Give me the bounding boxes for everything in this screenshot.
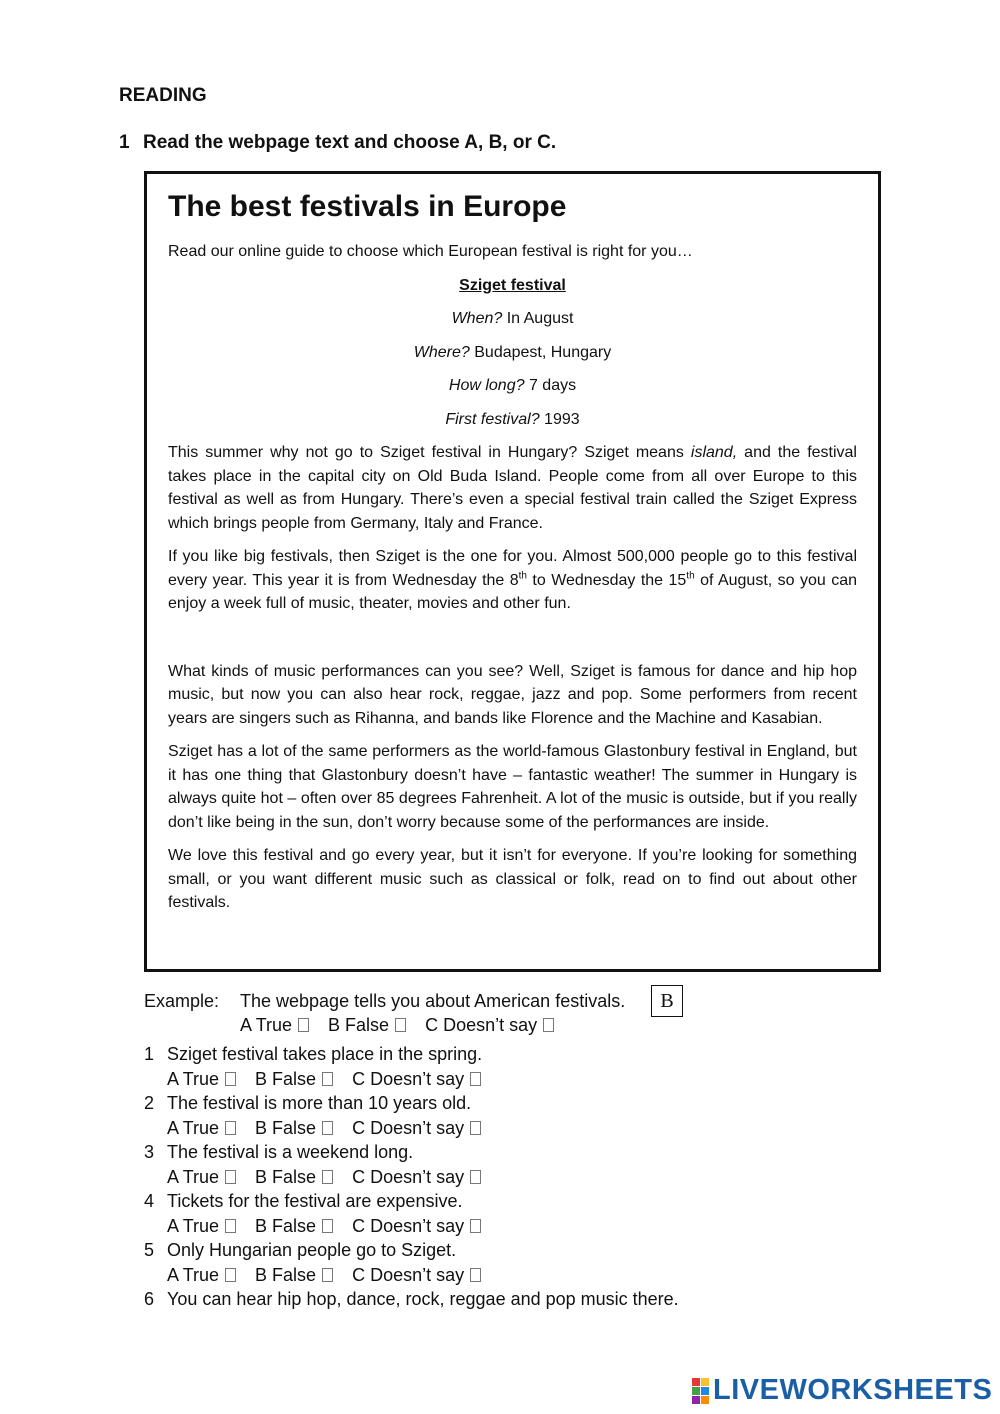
example-options: A True B False C Doesn’t say [144, 1013, 625, 1037]
logo-tile [692, 1387, 700, 1395]
question-item: 1 Sziget festival takes place in the spring. [144, 1044, 483, 1064]
fact-first-festival: First festival? 1993 [445, 410, 580, 428]
paragraph-1: This summer why not go to Sziget festival in Hungary? Sziget means island, and the festival takes place in the capital city on Old Buda Island. People come from all over Europe to this festival as well as from Hungary. There’s even a special festival train called the Sziget Express which brings people from Germany, Italy and France. [168, 444, 857, 532]
logo-tile [701, 1396, 709, 1404]
question-item: 4 Tickets for the festival are expensive. [144, 1191, 463, 1211]
logo-tile [692, 1396, 700, 1404]
checkbox[interactable] [322, 1072, 333, 1086]
checkbox[interactable] [298, 1018, 309, 1032]
checkbox[interactable] [322, 1121, 333, 1135]
question-item: 3 The festival is a weekend long. [144, 1142, 414, 1162]
example-label: Example: [144, 991, 220, 1011]
fact-where: Where? Budapest, Hungary [413, 343, 612, 361]
checkbox[interactable] [225, 1219, 236, 1233]
brand-name: LIVEWORKSHEETS [713, 1374, 993, 1406]
checkbox[interactable] [470, 1268, 481, 1282]
task-text: Read the webpage text and choose A, B, or C. [143, 132, 557, 153]
logo-icon [692, 1378, 709, 1404]
logo-tile [692, 1378, 700, 1386]
answer-options: A True B False C Doesn’t say [144, 1214, 679, 1239]
section-heading: READING [119, 85, 207, 106]
task-number: 1 [119, 132, 130, 153]
checkbox[interactable] [322, 1170, 333, 1184]
checkbox[interactable] [470, 1170, 481, 1184]
question-item: 6 You can hear hip hop, dance, rock, reggae and pop music there. [144, 1289, 679, 1309]
checkbox[interactable] [225, 1121, 236, 1135]
example-statement: The webpage tells you about American festivals. [240, 991, 626, 1011]
paragraph-3: What kinds of music performances can you see? Well, Sziget is famous for dance and hip hop music, but now you can also hear rock, reggae, jazz and pop. Some performers from recent years are singers such as Rihanna, and bands like Florence and the Machine and Kasabian. [168, 662, 857, 727]
checkbox[interactable] [543, 1018, 554, 1032]
checkbox[interactable] [322, 1219, 333, 1233]
answer-options: A True B False C Doesn’t say [144, 1116, 679, 1141]
panel-title: The best festivals in Europe [168, 190, 567, 223]
logo-tile [701, 1378, 709, 1386]
answer-options: A True B False C Doesn’t say [144, 1165, 679, 1190]
panel-intro: Read our online guide to choose which European festival is right for you… [168, 243, 693, 260]
example-item [144, 989, 625, 1037]
liveworksheets-logo [692, 1374, 992, 1407]
checkbox[interactable] [470, 1121, 481, 1135]
fact-how-long: How long? 7 days [448, 377, 577, 394]
checkbox[interactable] [225, 1170, 236, 1184]
logo-tile [701, 1387, 709, 1395]
checkbox[interactable] [395, 1018, 406, 1032]
webpage-text-panel [144, 171, 881, 972]
task-instruction [119, 132, 556, 154]
answer-options: A True B False C Doesn’t say [144, 1263, 679, 1288]
checkbox[interactable] [225, 1072, 236, 1086]
festival-facts [168, 274, 857, 432]
paragraph-2: If you like big festivals, then Sziget is the one for you. Almost 500,000 people go to this festival every year. This year it is from Wednesday the 8th to Wednesday the 15th of August, so you can enjoy a week full of music, theater, movies and other fun. [168, 548, 857, 612]
checkbox[interactable] [470, 1219, 481, 1233]
question-item: 5 Only Hungarian people go to Sziget. [144, 1240, 457, 1260]
example-answer-box: B [651, 985, 683, 1017]
answer-options: A True B False C Doesn’t say [144, 1067, 679, 1092]
question-item: 2 The festival is more than 10 years old. [144, 1093, 472, 1113]
fact-when: When? In August [451, 310, 574, 327]
paragraph-5: We love this festival and go every year, but it isn’t for everyone. If you’re looking for something small, or you want different music such as classical or folk, read on to find out about other festivals. [168, 847, 857, 911]
paragraph-4: Sziget has a lot of the same performers as the world-famous Glastonbury festival in England, but it has one thing that Glastonbury doesn’t have – fantastic weather! The summer in Hungary is always quite hot – often over 85 degrees Fahrenheit. A lot of the music is outside, but if you really don’t like being in the sun, don’t worry because some of the performances are inside. [168, 743, 857, 831]
checkbox[interactable] [470, 1072, 481, 1086]
festival-name: Sziget festival [459, 276, 566, 294]
checkbox[interactable] [225, 1268, 236, 1282]
checkbox[interactable] [322, 1268, 333, 1282]
question-list [144, 1042, 679, 1312]
